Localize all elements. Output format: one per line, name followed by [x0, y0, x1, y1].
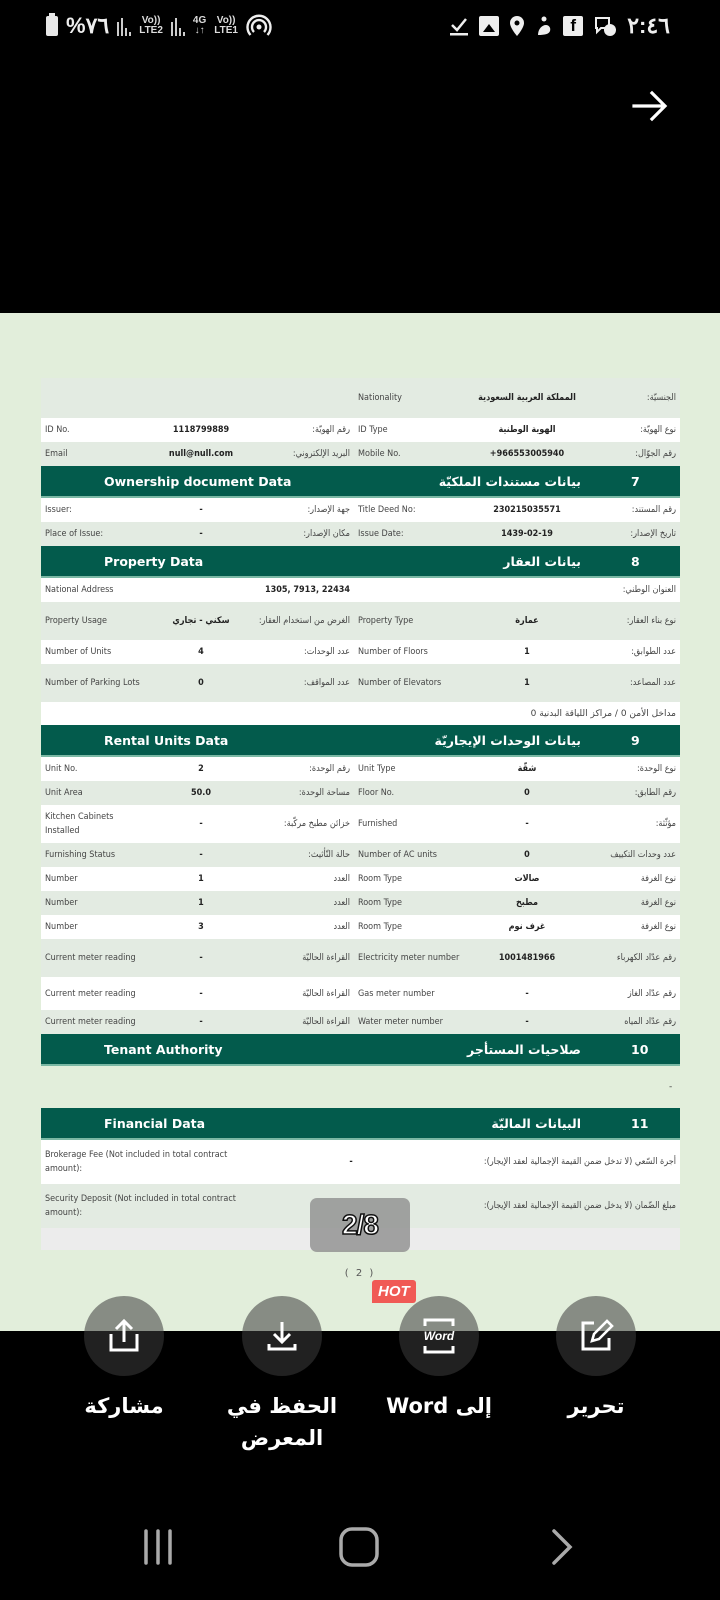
page-footer-number: ( 2 ) [344, 1268, 376, 1279]
table-row [41, 640, 680, 664]
field-value: - [199, 953, 203, 963]
field-value: 1001481966 [498, 953, 556, 963]
field-value: 230215035571 [493, 505, 561, 515]
label-en: Title Deed No: [358, 505, 416, 515]
label-ar: الجنسيّة: [646, 393, 676, 403]
note-text: مداخل الأمن 0 / مراكز اللياقة البدنية 0 [530, 708, 676, 719]
save-gallery-button[interactable] [222, 1296, 342, 1454]
field-value: 3 [198, 922, 204, 932]
label-en: Furnishing Status [45, 850, 116, 860]
label-en: Mobile No. [358, 449, 401, 459]
table-row [41, 891, 680, 915]
signal-icon [171, 16, 185, 36]
home-icon[interactable] [337, 1525, 381, 1569]
to-word-button[interactable] [379, 1296, 499, 1422]
table-row [41, 378, 680, 418]
word-circle[interactable] [399, 1296, 479, 1376]
battery-icon [46, 16, 58, 36]
section-title-en: Financial Data [104, 1115, 206, 1131]
table-row [41, 1010, 680, 1034]
field-value: 1439-02-19 [501, 529, 553, 539]
label-en: Room Type [358, 922, 403, 932]
label-ar: تاريخ الإصدار: [630, 529, 676, 539]
label-ar: رقم عدّاد الكهرباء [616, 953, 676, 963]
label-en: Unit No. [45, 764, 78, 774]
battery-percent: %٧٦ [66, 13, 110, 38]
field-value: 2 [198, 764, 204, 774]
label-en: Security Deposit (Not included in total contract amount): [45, 1194, 236, 1218]
save-circle[interactable] [242, 1296, 322, 1376]
field-value: صالات [514, 874, 540, 884]
label-en: Room Type [358, 874, 403, 884]
field-value: 50.0 [191, 788, 211, 798]
label-ar: العدد [333, 922, 350, 932]
label-ar: رقم الجوّال: [635, 449, 676, 459]
label-en: Number [45, 898, 78, 908]
label-ar: رقم عدّاد الغاز [627, 988, 676, 999]
label-en: Number of Parking Lots [45, 678, 140, 688]
label-ar: مؤثّثة: [655, 819, 676, 829]
label-ar: نوع الهويّة: [640, 425, 676, 435]
field-value: 1 [198, 898, 204, 908]
field-value: 1 [524, 678, 530, 688]
label-ar: عدد الطوابق: [631, 647, 676, 657]
section-number: 8 [631, 553, 640, 569]
viewer-top-bar [0, 52, 720, 313]
label-en: Unit Area [45, 788, 83, 798]
label-ar: نوع الوحدة: [637, 764, 676, 774]
share-label: مشاركة [84, 1394, 164, 1418]
label-en: Room Type [358, 898, 403, 908]
label-en: Electricity meter number [358, 953, 460, 963]
section-title-ar: البيانات الماليّة [491, 1115, 581, 1131]
share-button[interactable] [64, 1296, 184, 1422]
field-value: - [199, 988, 203, 999]
field-value: شقّة [517, 764, 537, 774]
label-ar: حالة التّأثيث: [308, 850, 350, 860]
arrow-right-icon[interactable] [630, 86, 670, 126]
section-header [41, 466, 680, 498]
recent-apps-icon[interactable] [136, 1525, 180, 1569]
label-ar: أجرة السّعي (لا تدخل ضمن القيمة الإجمالية لعقد الإيجار): [483, 1157, 676, 1167]
label-en: Issuer: [45, 505, 72, 515]
label-en: Current meter reading [45, 953, 136, 963]
field-value: - [669, 1082, 673, 1092]
tenant-authority-value [41, 1066, 680, 1108]
label-en: Current meter reading [45, 988, 136, 999]
field-value: 0 [524, 850, 530, 860]
label-ar: نوع بناء العقار: [626, 616, 676, 626]
label-en: Number of Floors [358, 647, 428, 657]
label-ar: العنوان الوطني: [622, 585, 676, 595]
label-en: Number [45, 922, 78, 932]
field-value: عمارة [515, 616, 539, 626]
label-en: Brokerage Fee (Not included in total contract amount): [45, 1150, 228, 1174]
label-en: Water meter number [358, 1017, 443, 1027]
table-row [41, 867, 680, 891]
label-en: Number of AC units [358, 850, 437, 860]
field-value: - [199, 529, 203, 539]
field-value: - [349, 1157, 353, 1167]
field-value: 0 [198, 678, 204, 688]
section-title-en: Tenant Authority [104, 1041, 223, 1057]
label-ar: القراءة الحاليّة [302, 1017, 350, 1027]
label-ar: العدد [333, 898, 350, 908]
section-number: 11 [631, 1115, 649, 1131]
label-en: Email [45, 449, 68, 459]
label-ar: البريد الإلكتروني: [292, 449, 350, 459]
label-en: Number of Units [45, 647, 112, 657]
system-nav-bar [0, 1515, 720, 1575]
save-gallery-label: الحفظ في المعرض [226, 1394, 338, 1450]
table-row [41, 805, 680, 843]
section-title-en: Rental Units Data [104, 732, 229, 748]
label-en: Unit Type [358, 764, 396, 774]
label-en: Issue Date: [358, 529, 404, 539]
label-en: Floor No. [358, 788, 395, 798]
status-right [449, 12, 670, 40]
label-ar: رقم الوحدة: [309, 764, 350, 774]
table-row [41, 498, 680, 522]
section-title-ar: بيانات العقار [503, 553, 581, 569]
table-row [41, 757, 680, 781]
section-header [41, 1034, 680, 1066]
table-row [41, 418, 680, 442]
sim1-label: Vo)) LTE1 [214, 15, 238, 36]
messenger-icon [593, 15, 617, 37]
label-en: ID Type [358, 425, 388, 435]
table-row [41, 843, 680, 867]
label-en: Current meter reading [45, 1017, 136, 1027]
field-value: 1305, 7913, 22434 [264, 585, 351, 595]
table-row [41, 977, 680, 1010]
label-en: Property Type [358, 616, 414, 626]
table-row [41, 781, 680, 805]
field-value: 4 [198, 647, 204, 657]
to-word-label: إلى Word [386, 1394, 492, 1418]
signal-icon [117, 16, 131, 36]
field-value: المملكة العربية السعودية [478, 393, 576, 403]
table-row [41, 442, 680, 466]
label-ar: الغرض من استخدام العقار: [258, 616, 350, 626]
field-value: - [525, 819, 529, 829]
edit-label: تحرير [567, 1394, 625, 1418]
label-en: Kitchen Cabinets Installed [45, 812, 114, 836]
field-value: - [199, 819, 203, 829]
label-ar: خزائن مطبخ مركّبة: [283, 819, 350, 829]
word-convert-icon [417, 1314, 461, 1358]
label-en: ID No. [45, 425, 70, 435]
label-ar: نوع الغرفة [640, 874, 676, 884]
hotspot-icon [246, 13, 272, 39]
field-value: +966553005940 [489, 449, 565, 459]
section-title-ar: بيانات الوحدات الإيجاريّة [434, 732, 581, 748]
label-ar: رقم عدّاد المياه [624, 1017, 676, 1027]
label-en: Gas meter number [358, 988, 435, 999]
edit-circle[interactable] [556, 1296, 636, 1376]
label-ar: مبلغ الضّمان (لا يدخل ضمن القيمة الإجمالية لعقد الإيجار): [483, 1201, 676, 1211]
label-ar: عدد الوحدات: [303, 647, 350, 657]
label-ar: جهة الإصدار: [307, 505, 350, 515]
share-icon [104, 1316, 144, 1356]
facebook-icon: f [563, 16, 583, 36]
label-ar: عدد المواقف: [303, 678, 350, 688]
table-row [41, 602, 680, 640]
section-title-ar: صلاحيات المستأجر [467, 1041, 581, 1057]
label-ar: القراءة الحاليّة [302, 988, 350, 999]
property-note [41, 702, 680, 725]
svg-text:Word: Word [423, 1329, 455, 1343]
action-bar [0, 1283, 720, 1456]
label-ar: نوع الغرفة [640, 898, 676, 908]
network-label: 4G ↓↑ [192, 15, 207, 36]
download-done-icon [449, 15, 469, 37]
download-icon [262, 1316, 302, 1356]
gallery-icon [479, 16, 499, 36]
section-number: 7 [631, 473, 640, 489]
share-circle[interactable] [84, 1296, 164, 1376]
table-row [41, 939, 680, 977]
label-ar: القراءة الحاليّة [302, 953, 350, 963]
field-value: سكني - تجاري [172, 616, 230, 626]
section-title-en: Ownership document Data [104, 473, 292, 489]
sim2-label: Vo)) LTE2 [139, 15, 163, 36]
label-en: Number of Elevators [358, 678, 442, 688]
clock: ٢:٤٦ [627, 13, 670, 38]
label-ar: عدد وحدات التكييف [610, 850, 676, 860]
table-row [41, 1140, 680, 1184]
label-en: Place of Issue: [45, 529, 104, 539]
table-row [41, 915, 680, 939]
field-value: 1118799889 [172, 425, 230, 435]
label-ar: عدد المصاعد: [630, 678, 676, 688]
field-value: الهوية الوطنية [498, 425, 556, 435]
field-value: غرف نوم [508, 922, 546, 932]
section-title-en: Property Data [104, 553, 204, 569]
status-bar [0, 0, 720, 52]
section-header [41, 725, 680, 757]
section-header [41, 546, 680, 578]
section-title-ar: بيانات مستندات الملكيّة [438, 473, 581, 489]
field-value: - [199, 1017, 203, 1027]
label-en: Property Usage [45, 616, 108, 626]
document-content [41, 378, 680, 1250]
field-value: 1 [198, 874, 204, 884]
label-ar: مكان الإصدار: [303, 529, 350, 539]
label-ar: نوع الغرفة [640, 922, 676, 932]
app-icon [535, 15, 553, 37]
label-en: Number [45, 874, 78, 884]
status-left [46, 12, 272, 40]
field-value: 0 [524, 788, 530, 798]
label-en: Nationality [358, 393, 402, 403]
back-icon[interactable] [540, 1525, 584, 1569]
document-page[interactable] [0, 313, 720, 1331]
label-ar: العدد [333, 874, 350, 884]
section-number: 9 [631, 732, 640, 748]
label-ar: رقم الهويّة: [312, 425, 350, 435]
label-ar: رقم الطابق: [634, 788, 676, 798]
page-indicator: 2/8 [310, 1198, 410, 1252]
national-address-row [41, 578, 680, 602]
edit-icon [576, 1316, 616, 1356]
label-en: National Address [45, 585, 114, 595]
field-value: 1 [524, 647, 530, 657]
edit-button[interactable] [536, 1296, 656, 1422]
field-value: - [525, 988, 529, 999]
table-row [41, 522, 680, 546]
hot-badge: HOT [372, 1280, 416, 1303]
section-number: 10 [631, 1041, 649, 1057]
field-value: - [525, 1017, 529, 1027]
field-value: مطبخ [515, 898, 539, 908]
label-ar: رقم المستند: [631, 505, 676, 515]
label-en: Furnished [358, 819, 398, 829]
field-value: - [199, 850, 203, 860]
section-header [41, 1108, 680, 1140]
table-row [41, 664, 680, 702]
field-value: null@null.com [168, 449, 234, 459]
location-icon [509, 15, 525, 37]
field-value: - [199, 505, 203, 515]
label-ar: مساحة الوحدة: [298, 788, 350, 798]
